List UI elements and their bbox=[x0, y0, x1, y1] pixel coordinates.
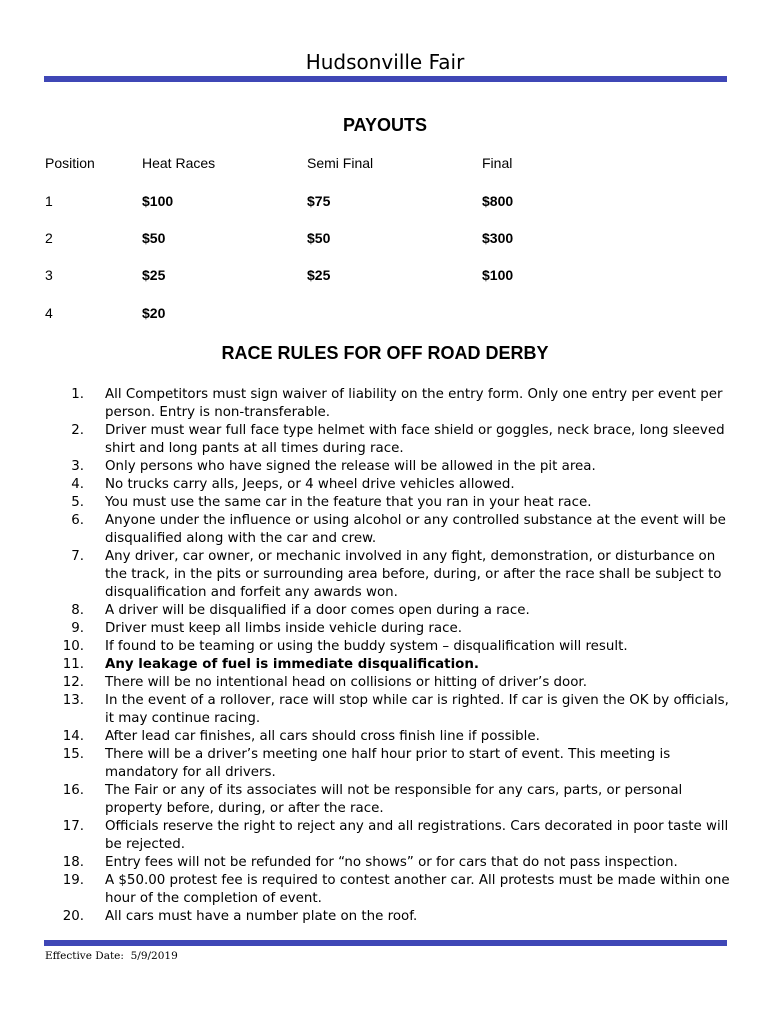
rule-item bbox=[45, 422, 735, 458]
rule-text: After lead car finishes, all cars should cross finish line if possible. bbox=[105, 729, 540, 744]
rule-item bbox=[45, 656, 735, 674]
payouts-row bbox=[45, 266, 725, 284]
payouts-table bbox=[45, 154, 725, 322]
rule-item bbox=[45, 782, 735, 818]
rule-text: Driver must wear full face type helmet with face shield or goggles, neck brace, long sleeved shirt and long pants at all times during race. bbox=[105, 423, 725, 456]
payouts-heading: PAYOUTS bbox=[342, 115, 428, 135]
payouts-row bbox=[45, 229, 725, 247]
semi-payout-cell: $50 bbox=[307, 230, 331, 246]
rule-number: 1. bbox=[71, 387, 84, 402]
rule-number: 14. bbox=[62, 729, 84, 744]
rule-item bbox=[45, 512, 735, 548]
rule-text: If found to be teaming or using the buddy system – disqualification will result. bbox=[105, 639, 628, 654]
rules-list bbox=[45, 386, 735, 926]
rule-item bbox=[45, 494, 735, 512]
rule-text: A driver will be disqualified if a door comes open during a race. bbox=[105, 603, 530, 618]
payouts-row bbox=[45, 304, 725, 322]
rule-item bbox=[45, 872, 735, 908]
rule-text: No trucks carry alls, Jeeps, or 4 wheel drive vehicles allowed. bbox=[105, 477, 515, 492]
rule-number: 15. bbox=[62, 747, 84, 762]
final-payout-cell: $800 bbox=[482, 193, 514, 209]
rule-text: Driver must keep all limbs inside vehicle during race. bbox=[105, 621, 462, 636]
col-header-final: Final bbox=[482, 155, 513, 171]
rule-number: 8. bbox=[71, 603, 84, 618]
position-cell: 1 bbox=[45, 193, 53, 209]
rules-heading: RACE RULES FOR OFF ROAD DERBY bbox=[221, 343, 549, 363]
rule-number: 16. bbox=[62, 783, 84, 798]
position-cell: 3 bbox=[45, 267, 53, 283]
position-cell: 2 bbox=[45, 230, 53, 246]
heat-payout-cell: $50 bbox=[142, 230, 166, 246]
final-payout-cell: $100 bbox=[482, 267, 514, 283]
effective-date: Effective Date: 5/9/2019 bbox=[45, 950, 178, 962]
rule-text: Only persons who have signed the release will be allowed in the pit area. bbox=[105, 459, 596, 474]
page-title: Hudsonville Fair bbox=[305, 50, 465, 74]
rule-number: 2. bbox=[71, 423, 84, 438]
rule-item bbox=[45, 638, 735, 656]
header-divider bbox=[44, 76, 727, 82]
rule-text: All cars must have a number plate on the roof. bbox=[105, 909, 418, 924]
rule-text: There will be a driver’s meeting one half hour prior to start of event. This meeting is mandatory for all drivers. bbox=[105, 747, 671, 780]
col-header-heat-races: Heat Races bbox=[142, 155, 216, 171]
rule-item bbox=[45, 854, 735, 872]
rule-item bbox=[45, 548, 735, 602]
rule-item bbox=[45, 746, 735, 782]
rule-item bbox=[45, 620, 735, 638]
rule-item bbox=[45, 908, 735, 926]
rule-text: All Competitors must sign waiver of liability on the entry form. Only one entry per event per person. Entry is non-transferable. bbox=[105, 387, 723, 420]
rule-number: 5. bbox=[71, 495, 84, 510]
rule-number: 19. bbox=[62, 873, 84, 888]
rule-number: 6. bbox=[71, 513, 84, 528]
rule-number: 10. bbox=[62, 639, 84, 654]
rule-text: Officials reserve the right to reject any and all registrations. Cars decorated in poor taste will be rejected. bbox=[105, 819, 729, 852]
rule-text: Entry fees will not be refunded for “no shows” or for cars that do not pass inspection. bbox=[105, 855, 678, 870]
rule-text: There will be no intentional head on collisions or hitting of driver’s door. bbox=[105, 675, 587, 690]
rule-number: 12. bbox=[62, 675, 84, 690]
col-header-semi-final: Semi Final bbox=[307, 155, 374, 171]
rule-number: 18. bbox=[62, 855, 84, 870]
position-cell: 4 bbox=[45, 305, 53, 321]
semi-payout-cell: $25 bbox=[307, 267, 331, 283]
rule-item bbox=[45, 602, 735, 620]
rule-item bbox=[45, 818, 735, 854]
heat-payout-cell: $100 bbox=[142, 193, 174, 209]
rule-number: 17. bbox=[62, 819, 84, 834]
heat-payout-cell: $20 bbox=[142, 305, 166, 321]
footer-divider bbox=[44, 940, 727, 946]
rule-number: 3. bbox=[71, 459, 84, 474]
rule-text: Any driver, car owner, or mechanic involved in any fight, demonstration, or disturbance on the track, in the pits or surrounding area before, during, or after the race shall be subject to disqualification and forfeit any awards won. bbox=[105, 549, 722, 600]
rule-text: The Fair or any of its associates will not be responsible for any cars, parts, or personal property before, during, or after the race. bbox=[105, 783, 683, 816]
rule-number: 7. bbox=[71, 549, 84, 564]
rule-text: You must use the same car in the feature that you ran in your heat race. bbox=[105, 495, 592, 510]
rule-number: 20. bbox=[62, 909, 84, 924]
col-header-position: Position bbox=[45, 155, 95, 171]
rule-item bbox=[45, 728, 735, 746]
rule-number: 11. bbox=[62, 657, 84, 672]
payouts-row bbox=[45, 192, 725, 210]
rule-text: Any leakage of fuel is immediate disqualification. bbox=[105, 657, 479, 672]
rule-number: 9. bbox=[71, 621, 84, 636]
rule-number: 13. bbox=[62, 693, 84, 708]
semi-payout-cell: $75 bbox=[307, 193, 331, 209]
rule-item bbox=[45, 458, 735, 476]
rule-item bbox=[45, 386, 735, 422]
rule-number: 4. bbox=[71, 477, 84, 492]
rule-item bbox=[45, 692, 735, 728]
rule-item bbox=[45, 476, 735, 494]
heat-payout-cell: $25 bbox=[142, 267, 166, 283]
rule-text: A $50.00 protest fee is required to contest another car. All protests must be made within one hour of the completion of event. bbox=[105, 873, 730, 906]
final-payout-cell: $300 bbox=[482, 230, 514, 246]
rule-text: Anyone under the influence or using alcohol or any controlled substance at the event will be disqualified along with the car and crew. bbox=[105, 513, 726, 546]
payouts-header-row bbox=[45, 154, 725, 172]
rule-item bbox=[45, 674, 735, 692]
rule-text: In the event of a rollover, race will stop while car is righted. If car is given the OK by officials, it may continue racing. bbox=[105, 693, 729, 726]
